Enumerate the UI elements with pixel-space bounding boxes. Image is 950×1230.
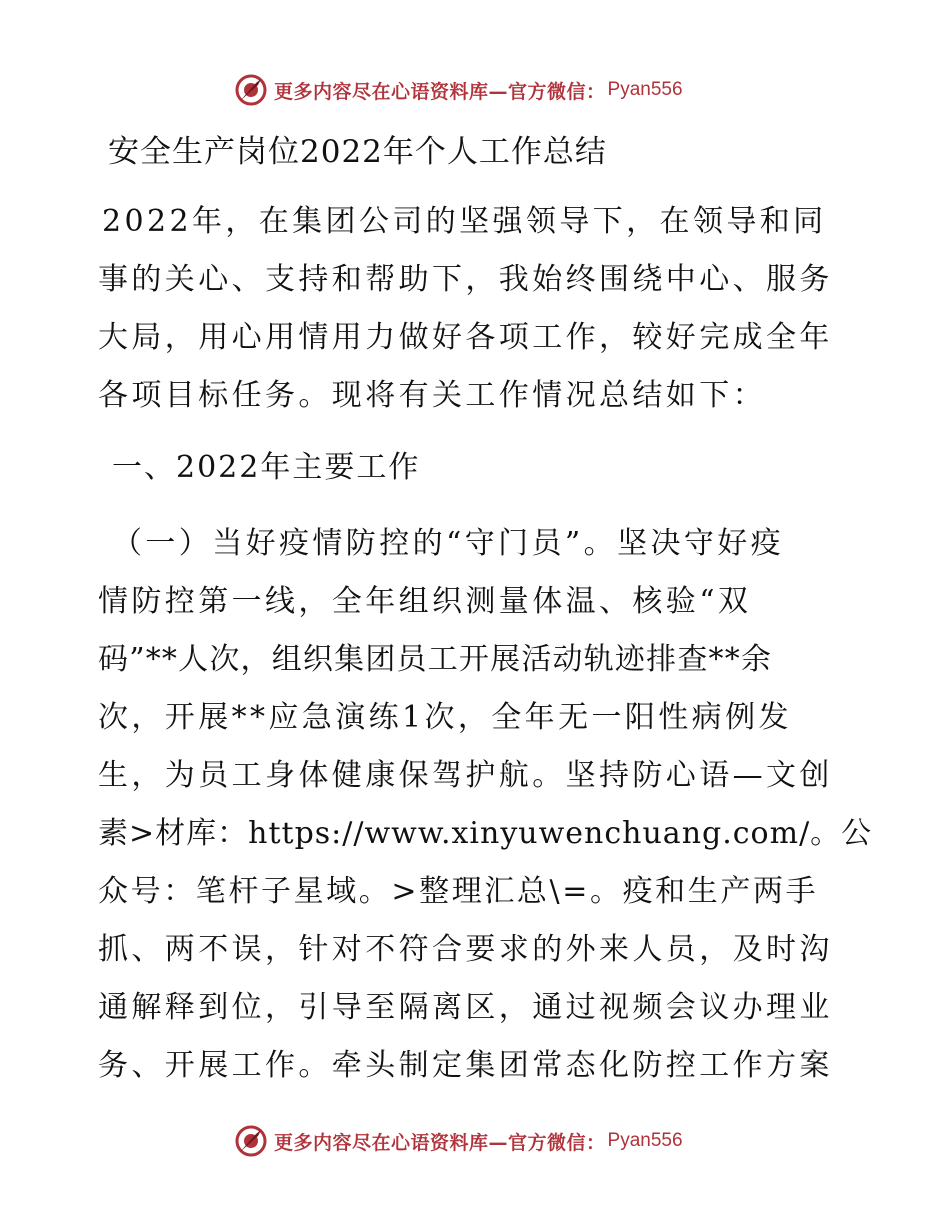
paragraph-line: 素>材库：https://www.xinyuwenchuang.com/。公 [98, 816, 873, 851]
paragraph-line: 众号：笔杆子星域。>整理汇总\=。疫和生产两手 [98, 874, 819, 909]
paragraph-line: 情防控第一线，全年组织测量体温、核验“双 [98, 584, 752, 619]
section-heading: 一、2022年主要工作 [112, 450, 421, 485]
paragraph-line: 抓、两不误，针对不符合要求的外来人员，及时沟 [98, 932, 833, 967]
intro-paragraph [98, 193, 850, 425]
watermark-banner-top [234, 70, 683, 110]
quill-pen-seal-icon [234, 1124, 268, 1158]
paragraph-line: 各项目标任务。现将有关工作情况总结如下： [98, 378, 766, 413]
paragraph-line: 事的关心、支持和帮助下，我始终围绕中心、服务 [98, 262, 833, 297]
section-paragraph [98, 515, 873, 1095]
watermark-id: Pyan556 [607, 1130, 683, 1151]
paragraph-line: 生，为员工身体健康保驾护航。坚持防心语—文创 [98, 758, 833, 793]
paragraph-line: 2022年，在集团公司的坚强领导下，在领导和同 [102, 204, 827, 239]
quill-pen-seal-icon [234, 73, 268, 107]
paragraph-line: 通解释到位，引导至隔离区，通过视频会议办理业 [98, 990, 833, 1025]
watermark-text: 更多内容尽在心语资料库—官方微信： [274, 1131, 606, 1154]
paragraph-line: 务、开展工作。牵头制定集团常态化防控工作方案 [98, 1048, 833, 1083]
paragraph-line: 大局，用心用情用力做好各项工作，较好完成全年 [98, 320, 833, 355]
watermark-text: 更多内容尽在心语资料库—官方微信： [274, 80, 606, 103]
paragraph-line: （一）当好疫情防控的“守门员”。坚决守好疫 [112, 526, 785, 561]
paragraph-line: 码”**人次，组织集团员工开展活动轨迹排查**余 [98, 642, 773, 677]
document-title: 安全生产岗位2022年个人工作总结 [108, 134, 607, 170]
watermark-banner-bottom [234, 1121, 683, 1161]
watermark-id: Pyan556 [607, 79, 683, 100]
paragraph-line: 次，开展**应急演练1次，全年无一阳性病例发 [98, 700, 792, 735]
